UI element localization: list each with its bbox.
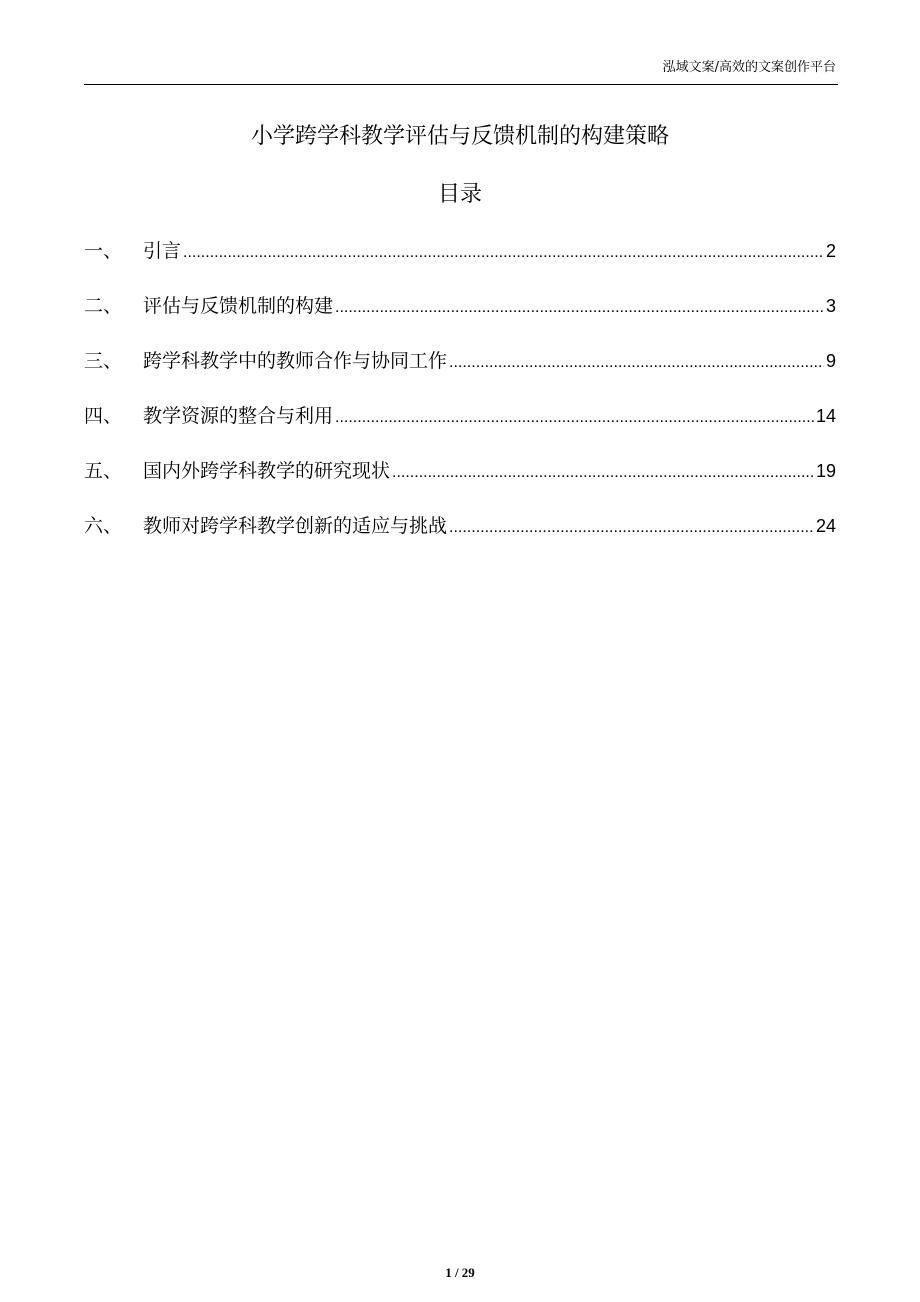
toc-entry[interactable] <box>84 234 836 268</box>
toc-dot-leader <box>449 346 824 380</box>
toc-entry-title: 评估与反馈机制的构建 <box>143 295 334 317</box>
page-number-footer: 1 / 29 <box>445 1265 475 1280</box>
toc-entry-page: 24 <box>815 516 836 536</box>
toc-entry-number: 四、 <box>84 405 123 427</box>
toc-dot-leader <box>449 511 814 545</box>
header-divider <box>84 84 838 85</box>
toc-entry[interactable] <box>84 399 836 433</box>
toc-entry-number: 二、 <box>84 295 123 317</box>
toc-entry-page: 2 <box>825 241 836 261</box>
toc-entry-page: 14 <box>815 406 836 426</box>
toc-heading: 目录 <box>437 182 482 207</box>
header-platform-text: 泓域文案/高效的文案创作平台 <box>662 60 836 75</box>
toc-entry-number: 六、 <box>84 515 123 537</box>
toc-entry-number: 一、 <box>84 240 123 262</box>
toc-entry-page: 9 <box>825 351 836 371</box>
toc-entry-number: 三、 <box>84 350 123 372</box>
toc-entry-page: 3 <box>825 296 836 316</box>
toc-dot-leader <box>335 401 814 435</box>
toc-dot-leader <box>392 456 814 490</box>
toc-entry[interactable] <box>84 344 836 378</box>
toc-entry-title: 引言 <box>143 240 182 262</box>
toc-dot-leader <box>335 291 824 325</box>
toc-entry-title: 教学资源的整合与利用 <box>143 405 334 427</box>
toc-entry[interactable] <box>84 289 836 323</box>
toc-entry-title: 国内外跨学科教学的研究现状 <box>143 460 391 482</box>
toc-entry-title: 跨学科教学中的教师合作与协同工作 <box>143 350 448 372</box>
table-of-contents <box>84 234 836 564</box>
toc-entry-page: 19 <box>815 461 836 481</box>
toc-entry-number: 五、 <box>84 460 123 482</box>
document-title: 小学跨学科教学评估与反馈机制的构建策略 <box>250 124 669 149</box>
toc-entry-title: 教师对跨学科教学创新的适应与挑战 <box>143 515 448 537</box>
toc-dot-leader <box>183 236 824 270</box>
toc-entry[interactable] <box>84 509 836 543</box>
toc-entry[interactable] <box>84 454 836 488</box>
